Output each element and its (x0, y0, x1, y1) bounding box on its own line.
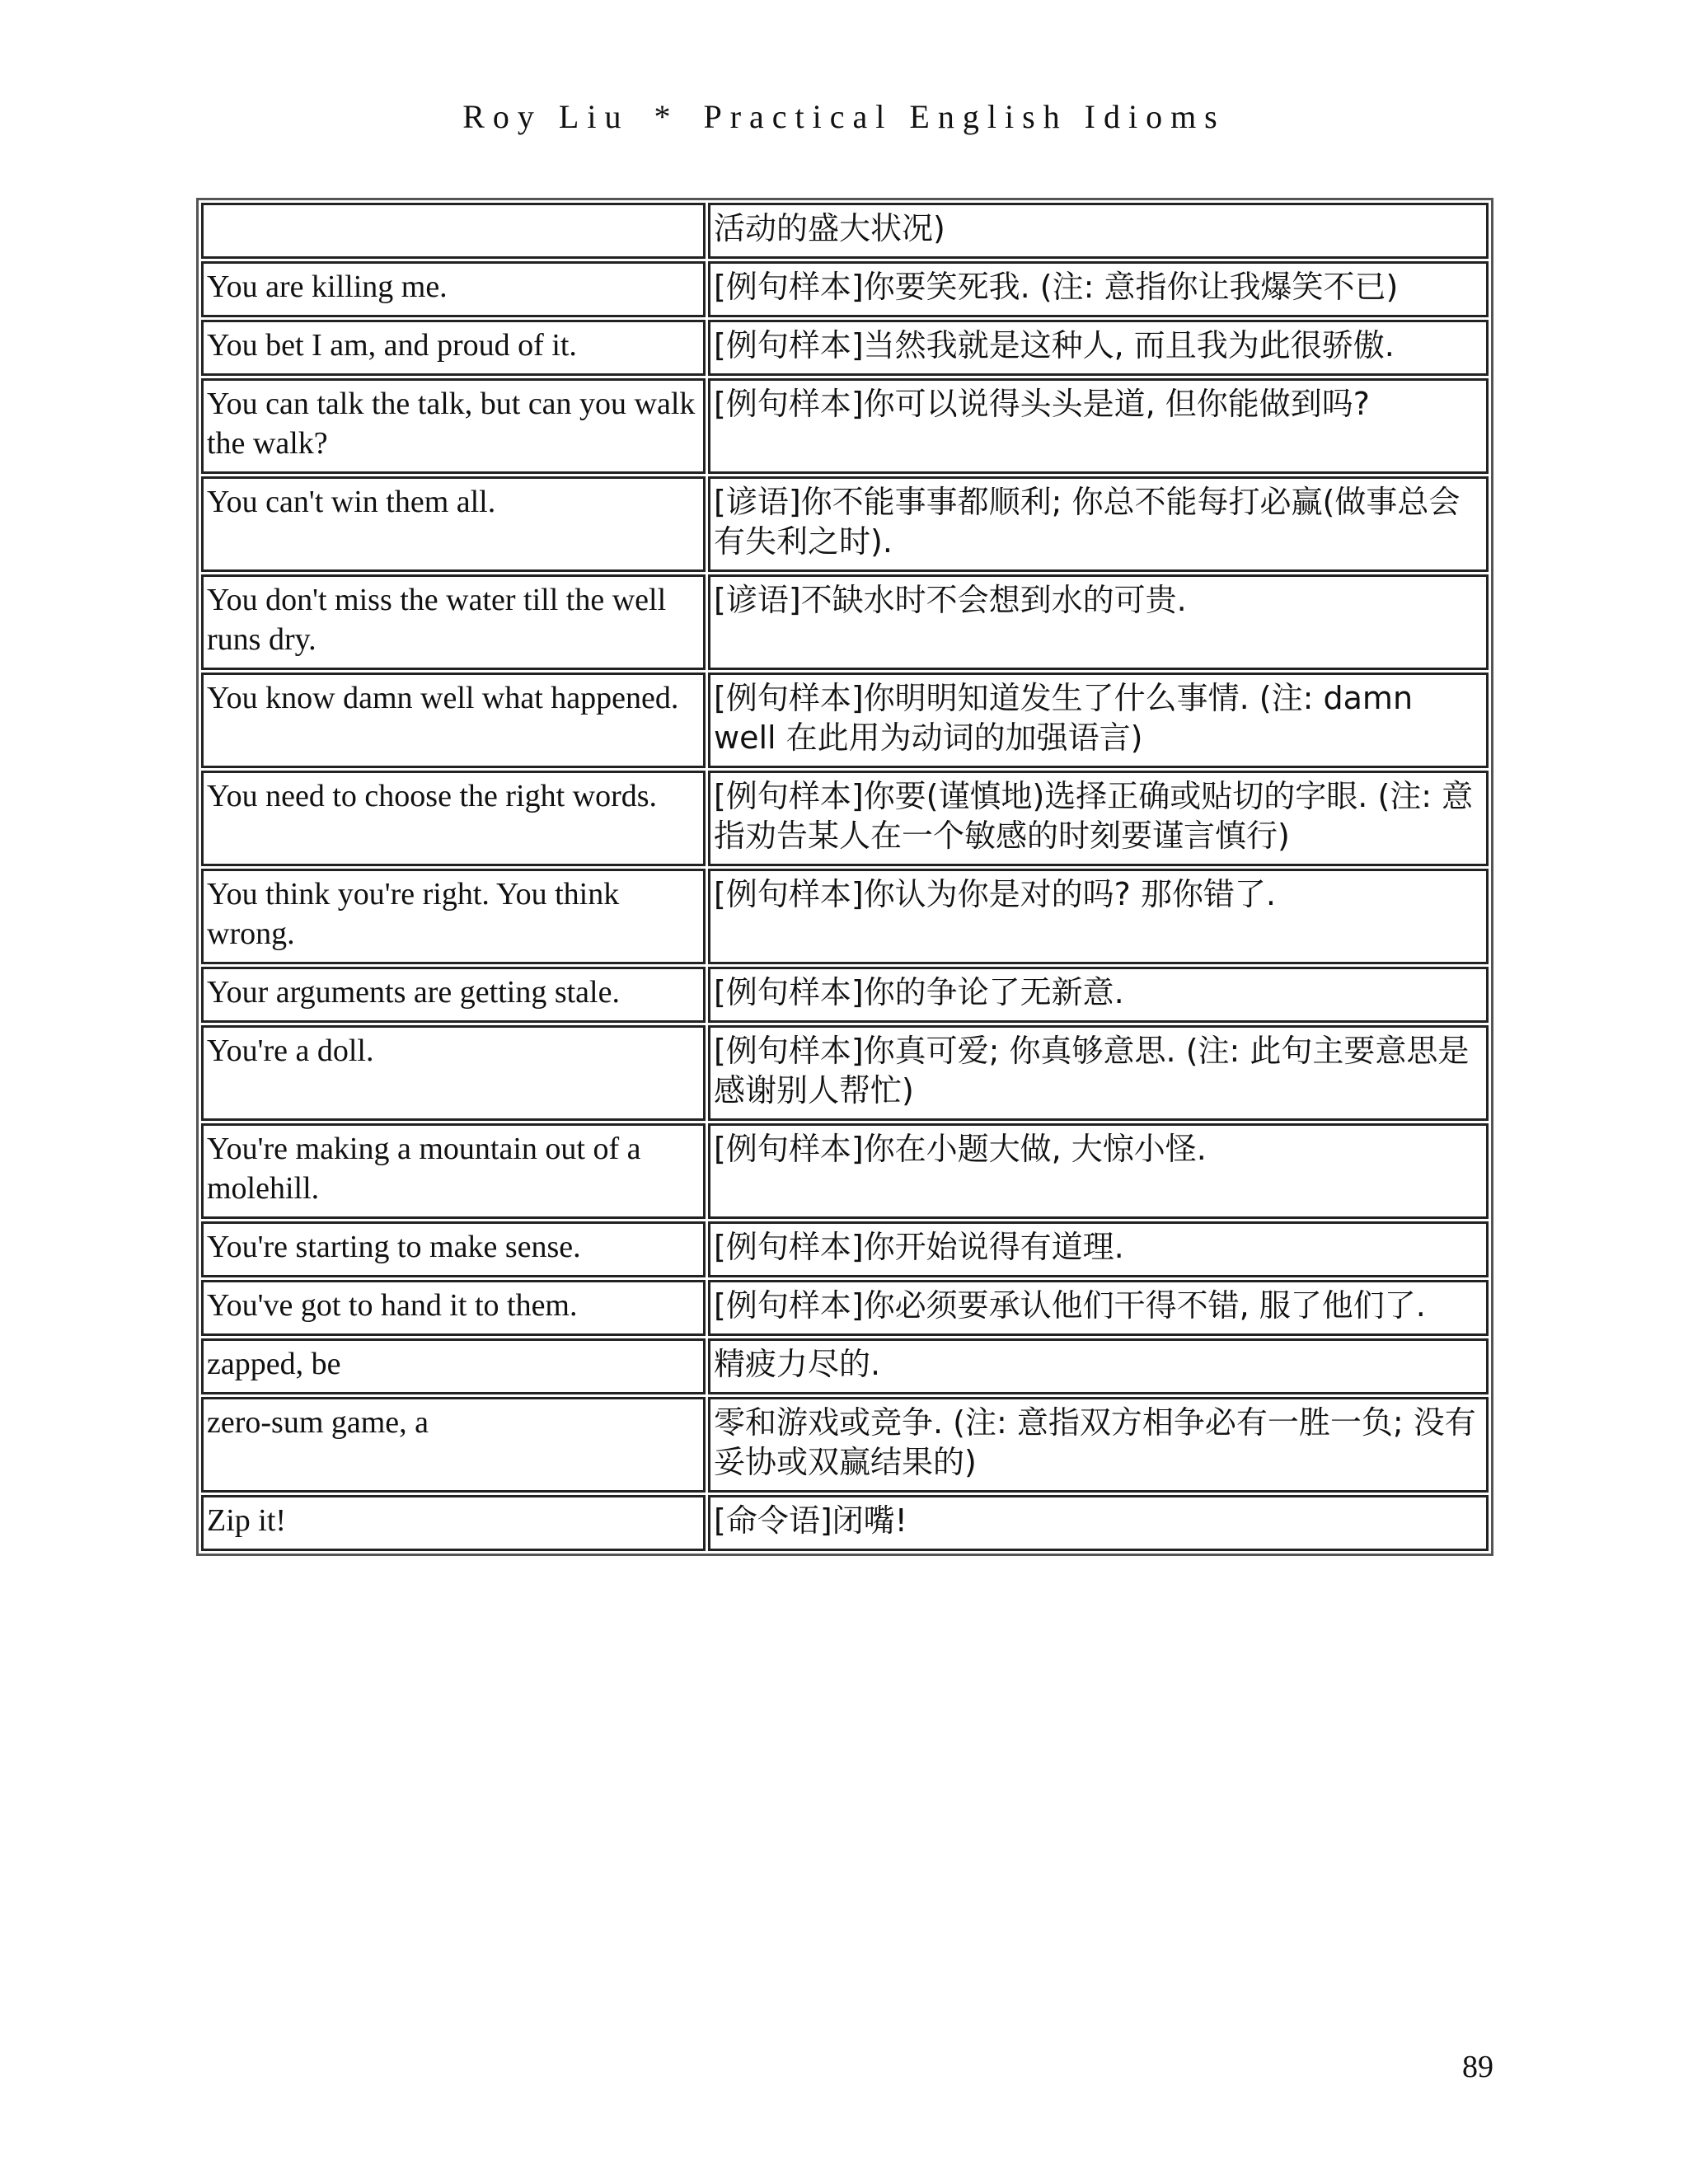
translation-cell: 零和游戏或竞争. (注: 意指双方相争必有一胜一负; 没有妥协或双赢结果的) (708, 1397, 1489, 1493)
table-row (201, 1280, 1489, 1336)
translation-cell: [例句样本]你真可爱; 你真够意思. (注: 此句主要意思是感谢别人帮忙) (708, 1025, 1489, 1121)
translation-cell: [谚语]你不能事事都顺利; 你总不能每打必赢(做事总会有失利之时). (708, 476, 1489, 572)
idiom-cell: You can't win them all. (201, 476, 706, 572)
table-row (201, 967, 1489, 1023)
translation-cell: [谚语]不缺水时不会想到水的可贵. (708, 574, 1489, 670)
idiom-cell: You are killing me. (201, 261, 706, 317)
table-row (201, 378, 1489, 474)
idiom-cell: You know damn well what happened. (201, 673, 706, 768)
translation-cell: [例句样本]你要笑死我. (注: 意指你让我爆笑不已) (708, 261, 1489, 317)
idiom-cell: You've got to hand it to them. (201, 1280, 706, 1336)
idiom-cell (201, 203, 706, 259)
table-row (201, 1397, 1489, 1493)
idiom-cell: You're a doll. (201, 1025, 706, 1121)
translation-cell: [例句样本]你必须要承认他们干得不错, 服了他们了. (708, 1280, 1489, 1336)
table-row (201, 261, 1489, 317)
table-row (201, 1221, 1489, 1277)
header-book-title: Practical English Idioms (703, 98, 1226, 135)
idiom-cell: Your arguments are getting stale. (201, 967, 706, 1023)
idiom-cell: You don't miss the water till the well runs dry. (201, 574, 706, 670)
table-row (201, 574, 1489, 670)
translation-cell: [例句样本]你开始说得有道理. (708, 1221, 1489, 1277)
idiom-cell: You're starting to make sense. (201, 1221, 706, 1277)
translation-cell: [例句样本]你的争论了无新意. (708, 967, 1489, 1023)
translation-cell: [例句样本]你明明知道发生了什么事情. (注: damn well 在此用为动词的加强语言) (708, 673, 1489, 768)
page-number: 89 (1462, 2050, 1493, 2084)
translation-cell: [例句样本]当然我就是这种人, 而且我为此很骄傲. (708, 320, 1489, 376)
table-row (201, 476, 1489, 572)
running-header (0, 97, 1688, 136)
table-row (201, 673, 1489, 768)
idiom-cell: zero-sum game, a (201, 1397, 706, 1493)
translation-cell: 精疲力尽的. (708, 1338, 1489, 1394)
idiom-cell: You bet I am, and proud of it. (201, 320, 706, 376)
translation-cell: [例句样本]你可以说得头头是道, 但你能做到吗? (708, 378, 1489, 474)
table-row (201, 1123, 1489, 1219)
translation-cell: 活动的盛大状况) (708, 203, 1489, 259)
table-row (201, 771, 1489, 866)
translation-cell: [例句样本]你要(谨慎地)选择正确或贴切的字眼. (注: 意指劝告某人在一个敏感的时刻要谨言慎行) (708, 771, 1489, 866)
idiom-cell: zapped, be (201, 1338, 706, 1394)
header-separator: * (654, 98, 679, 135)
table-row (201, 869, 1489, 964)
idiom-table (196, 198, 1493, 1556)
table-row (201, 1025, 1489, 1121)
idiom-cell: You can talk the talk, but can you walk the walk? (201, 378, 706, 474)
table-row (201, 320, 1489, 376)
table-row (201, 203, 1489, 259)
idiom-cell: You're making a mountain out of a molehill. (201, 1123, 706, 1219)
idiom-cell: Zip it! (201, 1495, 706, 1551)
translation-cell: [命令语]闭嘴! (708, 1495, 1489, 1551)
idiom-cell: You need to choose the right words. (201, 771, 706, 866)
header-author: Roy Liu (462, 98, 630, 135)
table-row (201, 1495, 1489, 1551)
translation-cell: [例句样本]你在小题大做, 大惊小怪. (708, 1123, 1489, 1219)
idiom-cell: You think you're right. You think wrong. (201, 869, 706, 964)
table-row (201, 1338, 1489, 1394)
translation-cell: [例句样本]你认为你是对的吗? 那你错了. (708, 869, 1489, 964)
